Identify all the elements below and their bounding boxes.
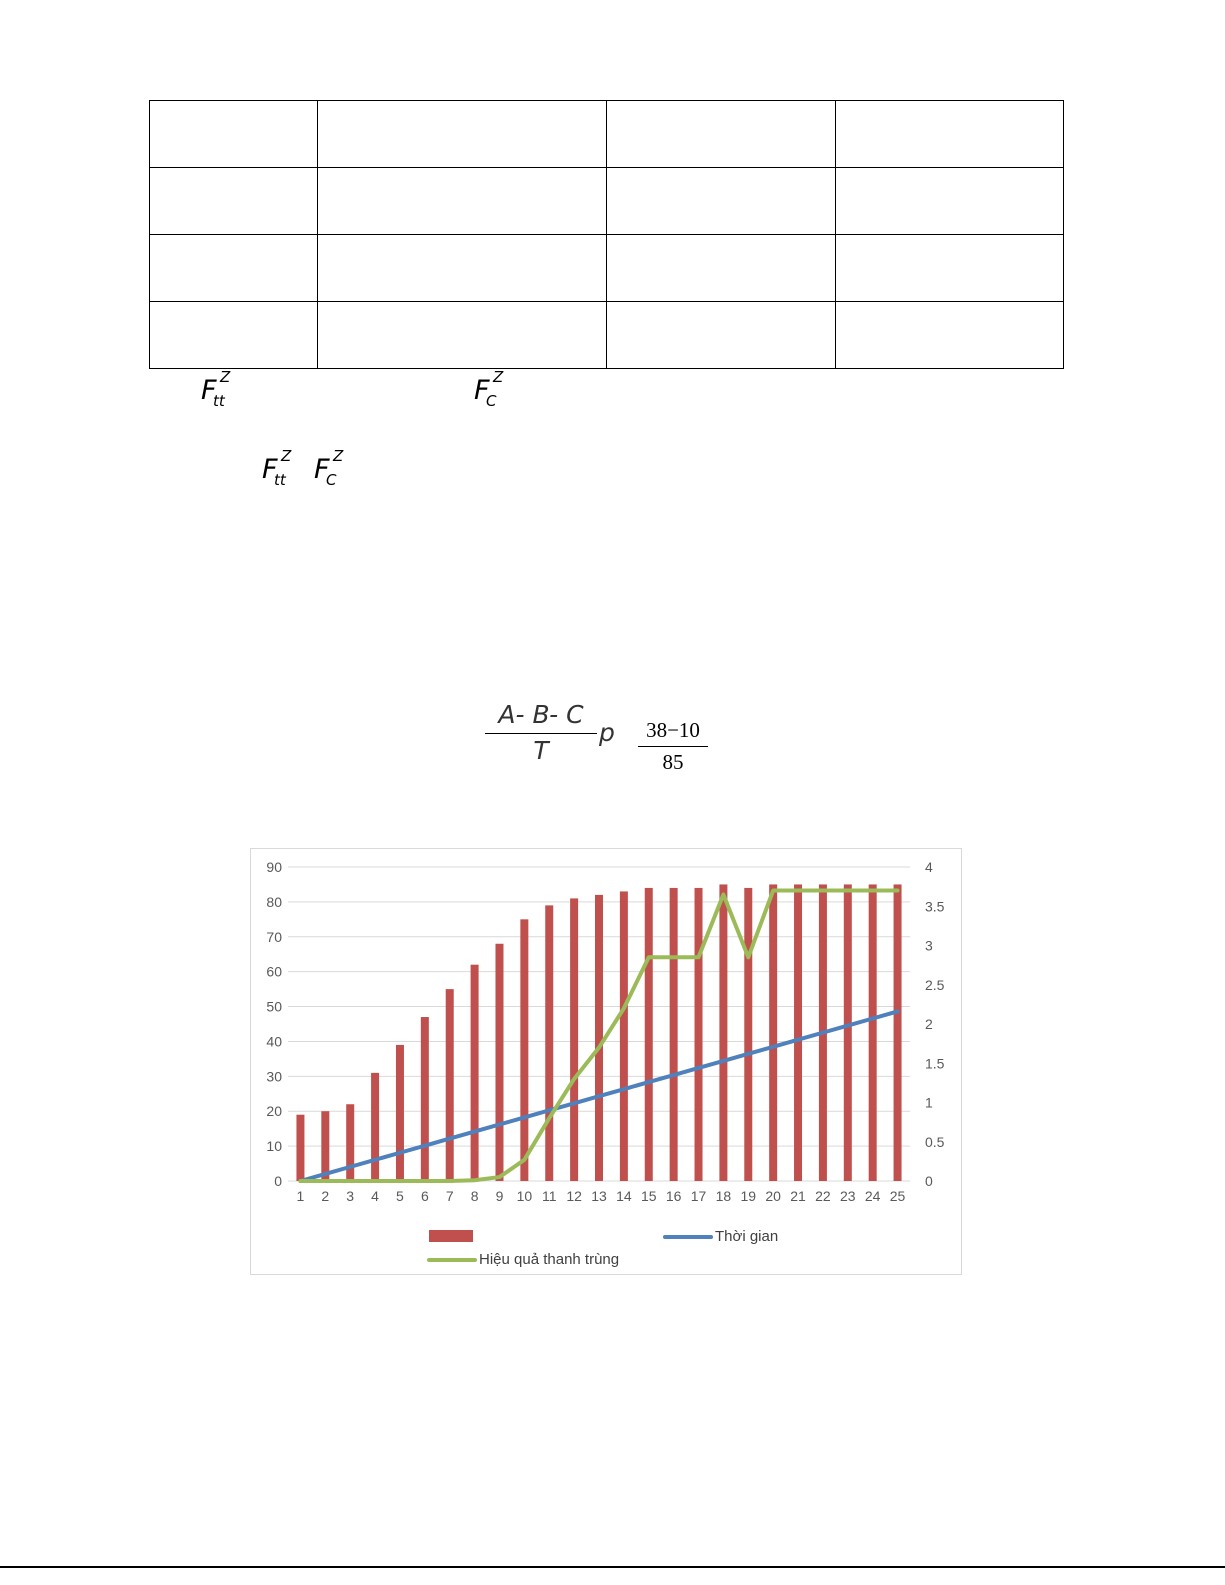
symbol-base: F bbox=[201, 375, 217, 406]
legend-swatch-bar bbox=[429, 1230, 473, 1242]
table-cell bbox=[150, 235, 318, 302]
x-tick-label: 12 bbox=[566, 1188, 582, 1204]
bar bbox=[421, 1017, 429, 1181]
x-tick-label: 18 bbox=[715, 1188, 732, 1204]
x-tick-label: 22 bbox=[815, 1188, 831, 1204]
x-tick-label: 5 bbox=[396, 1188, 404, 1204]
y-left-tick-label: 80 bbox=[266, 893, 282, 910]
symbol-f-c bbox=[314, 447, 344, 489]
symbol-f-c bbox=[474, 368, 504, 410]
x-tick-label: 20 bbox=[765, 1188, 781, 1204]
bar bbox=[520, 919, 528, 1181]
table-cell bbox=[607, 101, 836, 168]
bar bbox=[620, 891, 628, 1181]
y-right-tick-label: 3.5 bbox=[925, 898, 945, 915]
fraction-numeric bbox=[638, 718, 708, 775]
symbol-subscript: C bbox=[326, 471, 337, 489]
x-tick-label: 23 bbox=[840, 1188, 856, 1204]
symbol-base: F bbox=[474, 375, 490, 406]
y-left-tick-label: 0 bbox=[274, 1173, 282, 1189]
table-cell bbox=[607, 235, 836, 302]
y-left-tick-label: 90 bbox=[266, 859, 282, 875]
x-tick-label: 15 bbox=[640, 1188, 657, 1204]
bar bbox=[321, 1111, 329, 1181]
table-cell bbox=[150, 101, 318, 168]
legend-swatch-line bbox=[427, 1258, 477, 1262]
symbol-subscript: tt bbox=[213, 392, 225, 410]
table-row bbox=[150, 168, 1064, 235]
bar-series bbox=[296, 884, 901, 1181]
bar bbox=[869, 884, 877, 1181]
table-row bbox=[150, 235, 1064, 302]
bar bbox=[296, 1115, 304, 1181]
y-right-tick-label: 4 bbox=[925, 859, 933, 875]
legend-item-bars bbox=[429, 1230, 473, 1242]
x-tick-label: 1 bbox=[296, 1188, 305, 1204]
bar bbox=[371, 1073, 379, 1181]
bar bbox=[645, 888, 653, 1181]
fraction-symbolic bbox=[485, 700, 597, 765]
x-tick-label: 21 bbox=[790, 1188, 806, 1204]
x-tick-label: 3 bbox=[346, 1188, 355, 1204]
bar bbox=[695, 888, 703, 1181]
data-table bbox=[149, 100, 1064, 369]
symbol-f-tt bbox=[201, 368, 231, 410]
bar bbox=[545, 905, 553, 1181]
bar bbox=[744, 888, 752, 1181]
y-right-tick-label: 0 bbox=[925, 1173, 933, 1189]
bar bbox=[396, 1045, 404, 1181]
y-left-tick-label: 70 bbox=[266, 928, 282, 945]
symbol-superscript: Z bbox=[333, 447, 344, 465]
table-cell bbox=[318, 302, 607, 369]
symbol-superscript: Z bbox=[281, 447, 292, 465]
symbol-subscript: tt bbox=[274, 471, 286, 489]
bar bbox=[471, 965, 479, 1181]
symbol-base: F bbox=[314, 454, 330, 485]
table-cell bbox=[150, 302, 318, 369]
x-tick-label: 4 bbox=[371, 1188, 379, 1204]
x-tick-label: 2 bbox=[321, 1188, 330, 1204]
legend-swatch-line bbox=[663, 1235, 713, 1239]
table-cell bbox=[836, 101, 1064, 168]
table-row bbox=[150, 302, 1064, 369]
y-right-tick-label: 1 bbox=[925, 1094, 933, 1111]
table-cell bbox=[836, 302, 1064, 369]
y-left-tick-label: 60 bbox=[266, 963, 282, 980]
y-right-tick-label: 2.5 bbox=[925, 976, 945, 993]
bar bbox=[794, 884, 802, 1181]
table-cell bbox=[607, 302, 836, 369]
x-tick-label: 24 bbox=[864, 1188, 881, 1204]
y-right-tick-label: 3 bbox=[925, 937, 933, 954]
formula bbox=[485, 700, 725, 780]
symbol-superscript: Z bbox=[220, 368, 231, 386]
x-tick-label: 8 bbox=[470, 1188, 479, 1204]
x-tick-label: 10 bbox=[516, 1188, 533, 1204]
bar bbox=[495, 944, 503, 1181]
table-cell bbox=[836, 168, 1064, 235]
bar bbox=[769, 884, 777, 1181]
bar bbox=[719, 884, 727, 1181]
symbol-superscript: Z bbox=[493, 368, 504, 386]
symbol-subscript: C bbox=[486, 392, 497, 410]
table-cell bbox=[150, 168, 318, 235]
x-tick-label: 16 bbox=[665, 1188, 682, 1204]
fraction-denominator: T bbox=[533, 736, 549, 765]
page-bottom-rule bbox=[0, 1566, 1225, 1568]
y-left-tick-label: 20 bbox=[266, 1103, 282, 1120]
bar bbox=[844, 884, 852, 1181]
bar bbox=[595, 895, 603, 1181]
x-tick-label: 9 bbox=[495, 1188, 504, 1204]
y-right-tick-label: 0.5 bbox=[925, 1133, 945, 1150]
axis-labels bbox=[266, 859, 944, 1204]
symbol-f-tt bbox=[262, 447, 292, 489]
fraction-denominator: 85 bbox=[662, 750, 684, 774]
legend-item-thoi-gian bbox=[663, 1228, 778, 1245]
fraction-numerator: 38−10 bbox=[638, 718, 708, 747]
x-tick-label: 14 bbox=[616, 1188, 632, 1204]
table-cell bbox=[318, 235, 607, 302]
x-tick-label: 7 bbox=[445, 1188, 454, 1204]
x-tick-label: 13 bbox=[591, 1188, 607, 1204]
legend-item-hieu-qua bbox=[427, 1251, 619, 1268]
y-left-tick-label: 10 bbox=[266, 1138, 282, 1155]
y-left-tick-label: 30 bbox=[266, 1068, 282, 1085]
y-left-tick-label: 40 bbox=[266, 1033, 282, 1050]
table-cell bbox=[318, 168, 607, 235]
x-tick-label: 25 bbox=[889, 1188, 906, 1204]
y-right-tick-label: 1.5 bbox=[925, 1055, 945, 1072]
x-tick-label: 17 bbox=[690, 1188, 707, 1204]
symbol-base: F bbox=[262, 454, 278, 485]
combo-chart bbox=[250, 848, 962, 1275]
table-cell bbox=[318, 101, 607, 168]
table-row bbox=[150, 101, 1064, 168]
x-tick-label: 6 bbox=[420, 1188, 429, 1204]
bar bbox=[670, 888, 678, 1181]
table-cell bbox=[607, 168, 836, 235]
y-left-tick-label: 50 bbox=[266, 998, 282, 1015]
fraction-numerator: A- B- C bbox=[485, 700, 597, 734]
legend-label: Thời gian bbox=[715, 1228, 779, 1245]
legend-label: Hiệu quả thanh trùng bbox=[479, 1251, 620, 1268]
formula-operator: p bbox=[599, 718, 615, 747]
bar bbox=[894, 884, 902, 1181]
x-tick-label: 11 bbox=[541, 1188, 557, 1204]
table-cell bbox=[836, 235, 1064, 302]
x-tick-label: 19 bbox=[740, 1188, 757, 1204]
bar bbox=[570, 898, 578, 1181]
chart-canvas bbox=[251, 849, 961, 1274]
bar bbox=[446, 989, 454, 1181]
y-right-tick-label: 2 bbox=[925, 1016, 933, 1032]
